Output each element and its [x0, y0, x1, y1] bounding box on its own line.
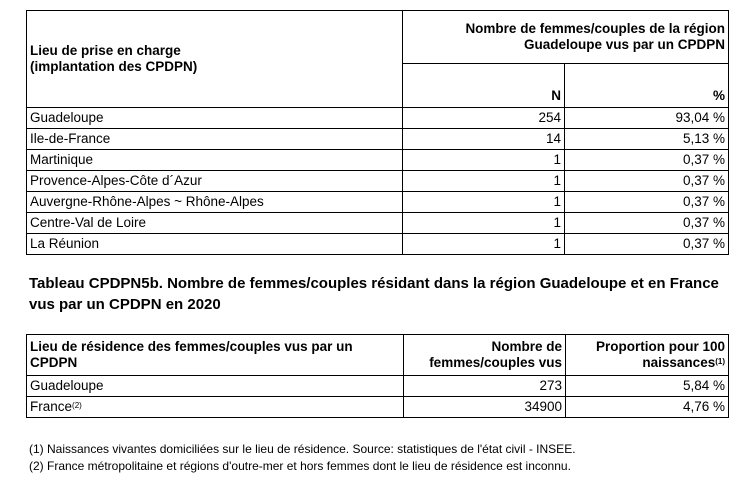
residence-column-header: Lieu de résidence des femmes/couples vus par un CPDPN — [27, 335, 404, 376]
percent-column-header: % — [565, 64, 729, 108]
n-cell: 14 — [403, 129, 565, 150]
residence-cell — [27, 397, 404, 418]
footnote-ref: (1) — [715, 357, 725, 366]
footnotes — [29, 441, 576, 475]
residence-label: France — [30, 399, 73, 414]
n-cell: 1 — [403, 150, 565, 171]
place-cell: Provence-Alpes-Côte d´Azur — [27, 171, 403, 192]
place-cell: Auvergne-Rhône-Alpes ~ Rhône-Alpes — [27, 192, 403, 213]
place-column-header-line1: Lieu de prise en charge — [30, 43, 181, 58]
place-cell: Centre-Val de Loire — [27, 213, 403, 234]
percent-cell: 0,37 % — [565, 234, 729, 255]
percent-cell: 0,37 % — [565, 150, 729, 171]
count-cell: 34900 — [404, 397, 566, 418]
percent-cell: 0,37 % — [565, 213, 729, 234]
table-caption: Tableau CPDPN5b. Nombre de femmes/couples résidant dans la région Guadeloupe et en France vus par un CPDPN en 2020 — [29, 275, 719, 313]
residence-label: Guadeloupe — [30, 378, 104, 393]
proportion-column-header — [566, 335, 729, 376]
percent-cell: 0,37 % — [565, 192, 729, 213]
place-column-header — [27, 11, 403, 108]
place-cell: Ile-de-France — [27, 129, 403, 150]
n-cell: 1 — [403, 234, 565, 255]
place-cell: La Réunion — [27, 234, 403, 255]
table-row — [27, 234, 729, 255]
residence-cell — [27, 376, 404, 397]
table-row — [27, 171, 729, 192]
percent-cell: 0,37 % — [565, 171, 729, 192]
place-cell: Martinique — [27, 150, 403, 171]
table-row — [27, 150, 729, 171]
cpdpn-residence-table — [26, 334, 729, 418]
n-cell: 1 — [403, 171, 565, 192]
count-cell: 273 — [404, 376, 566, 397]
place-cell: Guadeloupe — [27, 108, 403, 129]
footnote-ref: (2) — [72, 401, 82, 410]
n-column-header: N — [403, 64, 565, 108]
table-row — [27, 192, 729, 213]
table-row — [27, 397, 729, 418]
table-row — [27, 129, 729, 150]
n-cell: 254 — [403, 108, 565, 129]
table-row — [27, 213, 729, 234]
cpdpn-location-table — [26, 10, 729, 255]
place-column-header-line2: (implantation des CPDPN) — [30, 59, 198, 74]
proportion-cell: 5,84 % — [566, 376, 729, 397]
percent-cell: 5,13 % — [565, 129, 729, 150]
footnote-1: (1) Naissances vivantes domiciliées sur le lieu de résidence. Source: statistiques de l'état civil - INSEE. — [29, 442, 576, 456]
count-column-header: Nombre de femmes/couples vus — [404, 335, 566, 376]
percent-cell: 93,04 % — [565, 108, 729, 129]
group-column-header: Nombre de femmes/couples de la région Guadeloupe vus par un CPDPN — [403, 11, 729, 64]
table-row — [27, 108, 729, 129]
footnote-2: (2) France métropolitaine et régions d'outre-mer et hors femmes dont le lieu de résidence est inconnu. — [29, 459, 571, 473]
table-row — [27, 376, 729, 397]
proportion-column-header-label: Proportion pour 100 naissances — [595, 339, 725, 370]
n-cell: 1 — [403, 192, 565, 213]
n-cell: 1 — [403, 213, 565, 234]
proportion-cell: 4,76 % — [566, 397, 729, 418]
